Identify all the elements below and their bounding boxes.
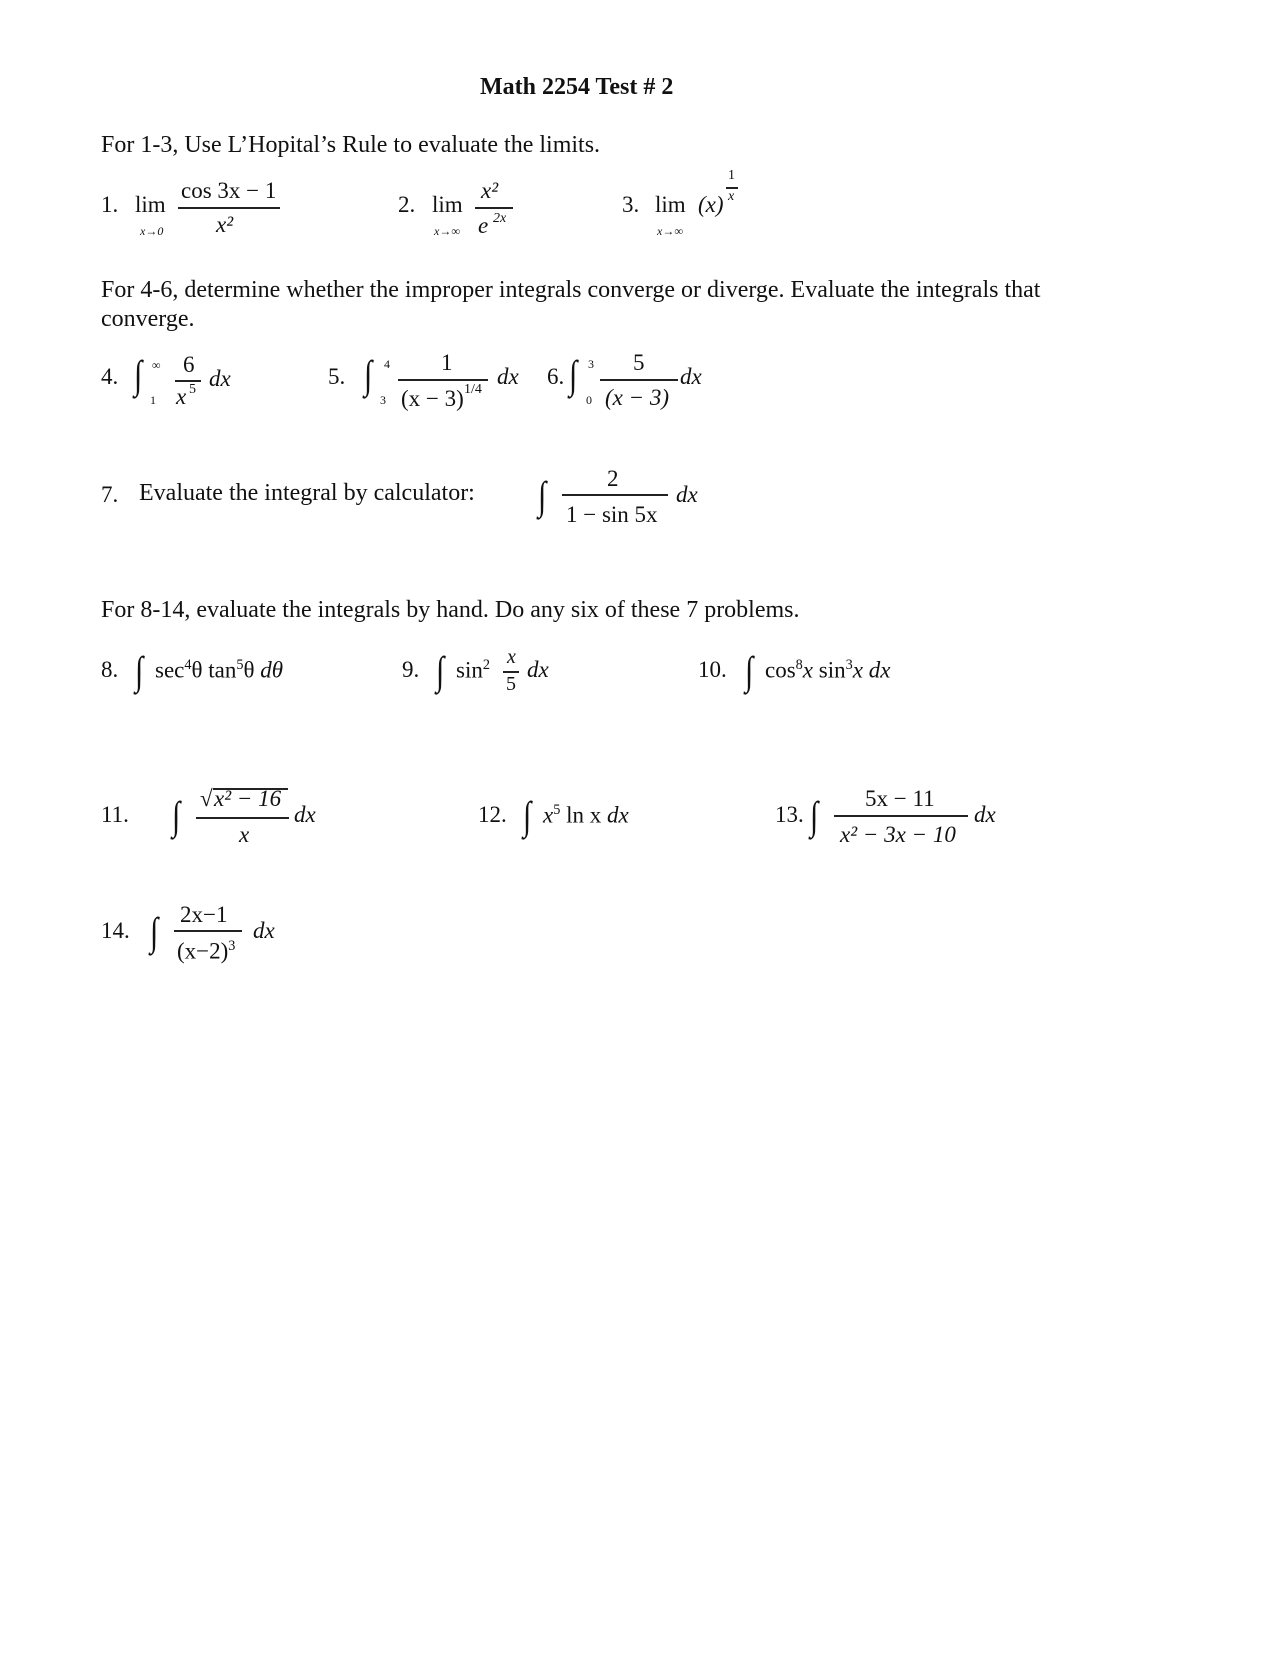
problem-8-sec: sec: [155, 657, 185, 683]
problem-10-sin-exponent: 3: [845, 657, 853, 673]
problem-11-dx: dx: [294, 802, 316, 827]
problem-2-lim: lim: [432, 192, 463, 217]
problem-8-var-b: θ: [243, 657, 255, 683]
problem-2-sub: x→∞: [434, 224, 460, 238]
problem-8-tan-exponent: 5: [236, 657, 244, 673]
problem-9-func: [456, 657, 490, 684]
problem-4-fraction-bar: [175, 380, 201, 382]
problem-9-dx: dx: [527, 657, 549, 682]
integral-sign: ∫: [523, 793, 532, 838]
problem-4-number: 4.: [101, 364, 119, 389]
problem-13-denominator: x² − 3x − 10: [840, 822, 956, 847]
integral-sign: ∫: [436, 648, 445, 693]
problem-9-exponent: 2: [482, 657, 490, 673]
problem-13-dx: dx: [974, 802, 996, 827]
problem-12-number: 12.: [478, 802, 507, 827]
problem-3-lim: lim: [655, 192, 686, 217]
problem-5-denominator-exponent: 1/4: [464, 382, 482, 397]
problem-1-number: 1.: [101, 192, 119, 217]
integral-sign: ∫: [745, 648, 754, 693]
problem-7-dx: dx: [676, 482, 698, 507]
problem-10-cos: cos: [765, 657, 796, 683]
problem-7-denominator: 1 − sin 5x: [566, 502, 658, 527]
integral-sign: ∫: [364, 352, 373, 397]
problem-8-sec-exponent: 4: [184, 657, 192, 673]
problem-6-dx: dx: [680, 364, 702, 389]
problem-10-dx: dx: [868, 657, 891, 683]
problem-4-dx: dx: [209, 366, 231, 391]
problem-14-number: 14.: [101, 918, 130, 943]
problem-6-denominator: (x − 3): [605, 385, 670, 410]
problem-8-differential: dθ: [260, 657, 284, 683]
problem-7-fraction-bar: [562, 494, 668, 496]
integral-sign: ∫: [134, 352, 143, 397]
problem-11-denominator: x: [239, 822, 250, 847]
sqrt-sign: √: [200, 786, 213, 811]
integral-sign: ∫: [569, 352, 578, 397]
problem-6-upper-limit: 3: [588, 357, 594, 371]
problem-1-sub: x→0: [140, 224, 164, 238]
problem-11-number: 11.: [101, 802, 129, 827]
problem-14-dx: dx: [253, 918, 275, 943]
problem-6-fraction-bar: [600, 379, 678, 381]
problem-8-var-a: θ: [191, 657, 203, 683]
page-title: Math 2254 Test # 2: [480, 74, 674, 100]
problem-2-denominator: e: [478, 213, 489, 238]
problem-3-exponent-numerator: 1: [728, 168, 735, 183]
problem-7-text: Evaluate the integral by calculator:: [139, 480, 475, 506]
problem-10-var-a: x: [802, 657, 814, 683]
problem-4-denominator-exponent: 5: [189, 382, 196, 397]
problem-8-tan: tan: [202, 657, 237, 683]
problem-9-numerator: x: [507, 646, 516, 668]
problem-4-denominator: x: [176, 384, 187, 409]
instruction-4-6-line-1: For 4-6, determine whether the improper integrals converge or diverge. Evaluate the integrals that: [101, 277, 1041, 303]
problem-9-sin: sin: [456, 657, 483, 683]
problem-14-denominator: [177, 938, 235, 965]
problem-5-numerator: 1: [441, 350, 453, 375]
problem-1-numerator: cos 3x − 1: [181, 178, 277, 203]
problem-14-numerator: 2x−1: [180, 902, 228, 927]
problem-1-lim: lim: [135, 192, 166, 217]
problem-6-lower-limit: 0: [586, 393, 592, 407]
problem-3-number: 3.: [622, 192, 640, 217]
problem-8-expression: [155, 657, 283, 684]
problem-6-number: 6.: [547, 364, 565, 389]
problem-13-number: 13.: [775, 802, 804, 827]
problem-9-number: 9.: [402, 657, 420, 682]
problem-4-lower-limit: 1: [150, 393, 156, 407]
problem-12-dx: dx: [606, 802, 629, 828]
problem-6-numerator: 5: [633, 350, 645, 375]
problem-10-sin: sin: [813, 657, 846, 683]
problem-5-lower-limit: 3: [380, 393, 386, 407]
problem-3-exponent-denominator: x: [728, 189, 735, 204]
problem-12-exponent: 5: [553, 802, 561, 818]
problem-4-upper-limit: ∞: [152, 358, 161, 372]
instruction-4-6-line-2: converge.: [101, 306, 195, 332]
problem-13-numerator: 5x − 11: [865, 786, 935, 811]
problem-12-var: x: [543, 802, 554, 828]
problem-2-numerator: x²: [481, 178, 499, 203]
problem-4-numerator: 6: [183, 352, 195, 377]
problem-12-ln: ln x: [560, 802, 607, 828]
problem-7-numerator: 2: [607, 466, 619, 491]
problem-8-number: 8.: [101, 657, 119, 682]
problem-14-fraction-bar: [174, 930, 242, 932]
problem-1-fraction-bar: [178, 207, 280, 209]
problem-7-number: 7.: [101, 482, 119, 507]
problem-14-denominator-base: (x−2): [177, 938, 229, 964]
problem-14-denominator-exponent: 3: [228, 938, 236, 954]
problem-10-var-b: x: [852, 657, 863, 683]
problem-10-cos-exponent: 8: [795, 657, 803, 673]
instruction-8-14: For 8-14, evaluate the integrals by hand. Do any six of these 7 problems.: [101, 597, 800, 623]
integral-sign: ∫: [538, 473, 547, 518]
integral-sign: ∫: [150, 909, 159, 954]
problem-5-upper-limit: 4: [384, 357, 390, 371]
problem-3-sub: x→∞: [657, 224, 683, 238]
problem-2-denominator-exponent: 2x: [493, 211, 507, 226]
integral-sign: ∫: [172, 793, 181, 838]
problem-5-number: 5.: [328, 364, 346, 389]
problem-9-denominator: 5: [506, 673, 516, 695]
problem-10-number: 10.: [698, 657, 727, 682]
problem-1-denominator: x²: [216, 212, 234, 237]
integral-sign: ∫: [810, 793, 819, 838]
problem-2-number: 2.: [398, 192, 416, 217]
instruction-1-3: For 1-3, Use L’Hopital’s Rule to evaluate the limits.: [101, 132, 601, 158]
problem-5-fraction-bar: [398, 379, 488, 381]
problem-5-denominator: (x − 3): [401, 386, 464, 411]
integral-sign: ∫: [135, 648, 144, 693]
problem-11-fraction-bar: [196, 817, 289, 819]
problem-10-expression: [765, 657, 890, 684]
problem-12-expression: [543, 802, 629, 829]
problem-13-fraction-bar: [834, 815, 968, 817]
problem-11-radicand: x² − 16: [214, 786, 282, 811]
problem-3-base: (x): [698, 192, 724, 217]
problem-5-dx: dx: [497, 364, 519, 389]
problem-2-fraction-bar: [475, 207, 513, 209]
